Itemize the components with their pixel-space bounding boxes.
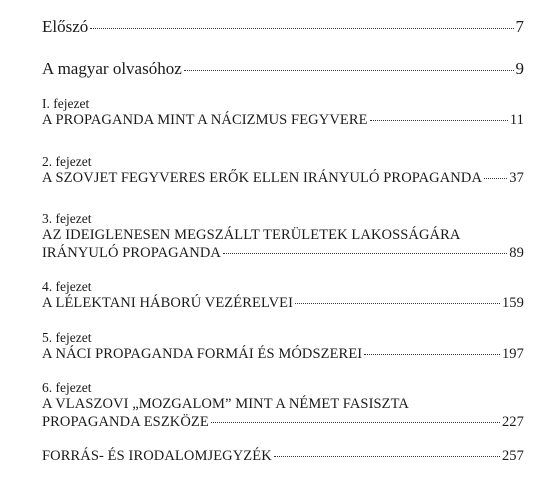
toc-entry-to-reader[interactable] xyxy=(42,60,524,77)
chapter-label: 2. fejezet xyxy=(42,154,92,169)
chapter-label: 3. fejezet xyxy=(42,211,92,226)
toc-page-number: 227 xyxy=(501,414,524,430)
toc-entry-title: FORRÁS- ÉS IRODALOMJEGYZÉK xyxy=(42,448,272,464)
toc-entry-chapter-4[interactable] xyxy=(42,296,524,311)
chapter-label: 6. fejezet xyxy=(42,380,92,395)
toc-entry-sources[interactable] xyxy=(42,449,524,464)
toc-page-number: 257 xyxy=(501,448,524,464)
toc-entry-title: A SZOVJET FEGYVERES ERŐK ELLEN IRÁNYULÓ PROPAGANDA xyxy=(42,170,483,186)
dot-leader xyxy=(484,178,507,179)
toc-entry-chapter-5[interactable] xyxy=(42,347,524,362)
toc-entry-title: A PROPAGANDA MINT A NÁCIZMUS FEGYVERE xyxy=(42,112,368,128)
chapter-label: 5. fejezet xyxy=(42,330,92,345)
toc-page-number: 197 xyxy=(501,346,524,362)
toc-entry-title: PROPAGANDA ESZKÖZE xyxy=(42,414,209,430)
toc-entry-title: A magyar olvasóhoz xyxy=(42,59,182,78)
toc-entry-title: Előszó xyxy=(42,17,89,36)
toc-entry-title: A NÁCI PROPAGANDA FORMÁI ÉS MÓDSZEREI xyxy=(42,346,363,362)
dot-leader xyxy=(295,303,500,304)
toc-page-number: 37 xyxy=(509,170,524,186)
dot-leader xyxy=(364,354,500,355)
toc-entry-chapter-6[interactable] xyxy=(42,415,524,430)
dot-leader xyxy=(211,422,500,423)
toc-entry-title: IRÁNYULÓ PROPAGANDA xyxy=(42,245,222,261)
toc-entry-foreword[interactable] xyxy=(42,18,524,35)
chapter-label: 4. fejezet xyxy=(42,279,92,294)
toc-entry-chapter-3[interactable] xyxy=(42,246,524,261)
toc-entry-chapter-1[interactable] xyxy=(42,113,524,128)
toc-entry-title-line: A VLASZOVI „MOZGALOM” MINT A NÉMET FASISZTA xyxy=(42,396,409,412)
toc-page-number: 11 xyxy=(509,112,524,128)
dot-leader xyxy=(370,120,508,121)
chapter-label: I. fejezet xyxy=(42,96,90,111)
toc-page-number: 89 xyxy=(509,245,524,261)
toc-entry-title-line: AZ IDEIGLENESEN MEGSZÁLLT TERÜLETEK LAKOSSÁGÁRA xyxy=(42,227,461,243)
toc-page-number: 9 xyxy=(515,59,524,78)
toc-page-number: 7 xyxy=(515,17,524,36)
toc-page-number: 159 xyxy=(501,295,524,311)
toc-entry-title: A LÉLEKTANI HÁBORÚ VEZÉRELVEI xyxy=(42,295,294,311)
dot-leader xyxy=(223,253,507,254)
dot-leader xyxy=(184,70,514,71)
dot-leader xyxy=(274,456,500,457)
toc-entry-chapter-2[interactable] xyxy=(42,171,524,186)
dot-leader xyxy=(90,28,513,29)
